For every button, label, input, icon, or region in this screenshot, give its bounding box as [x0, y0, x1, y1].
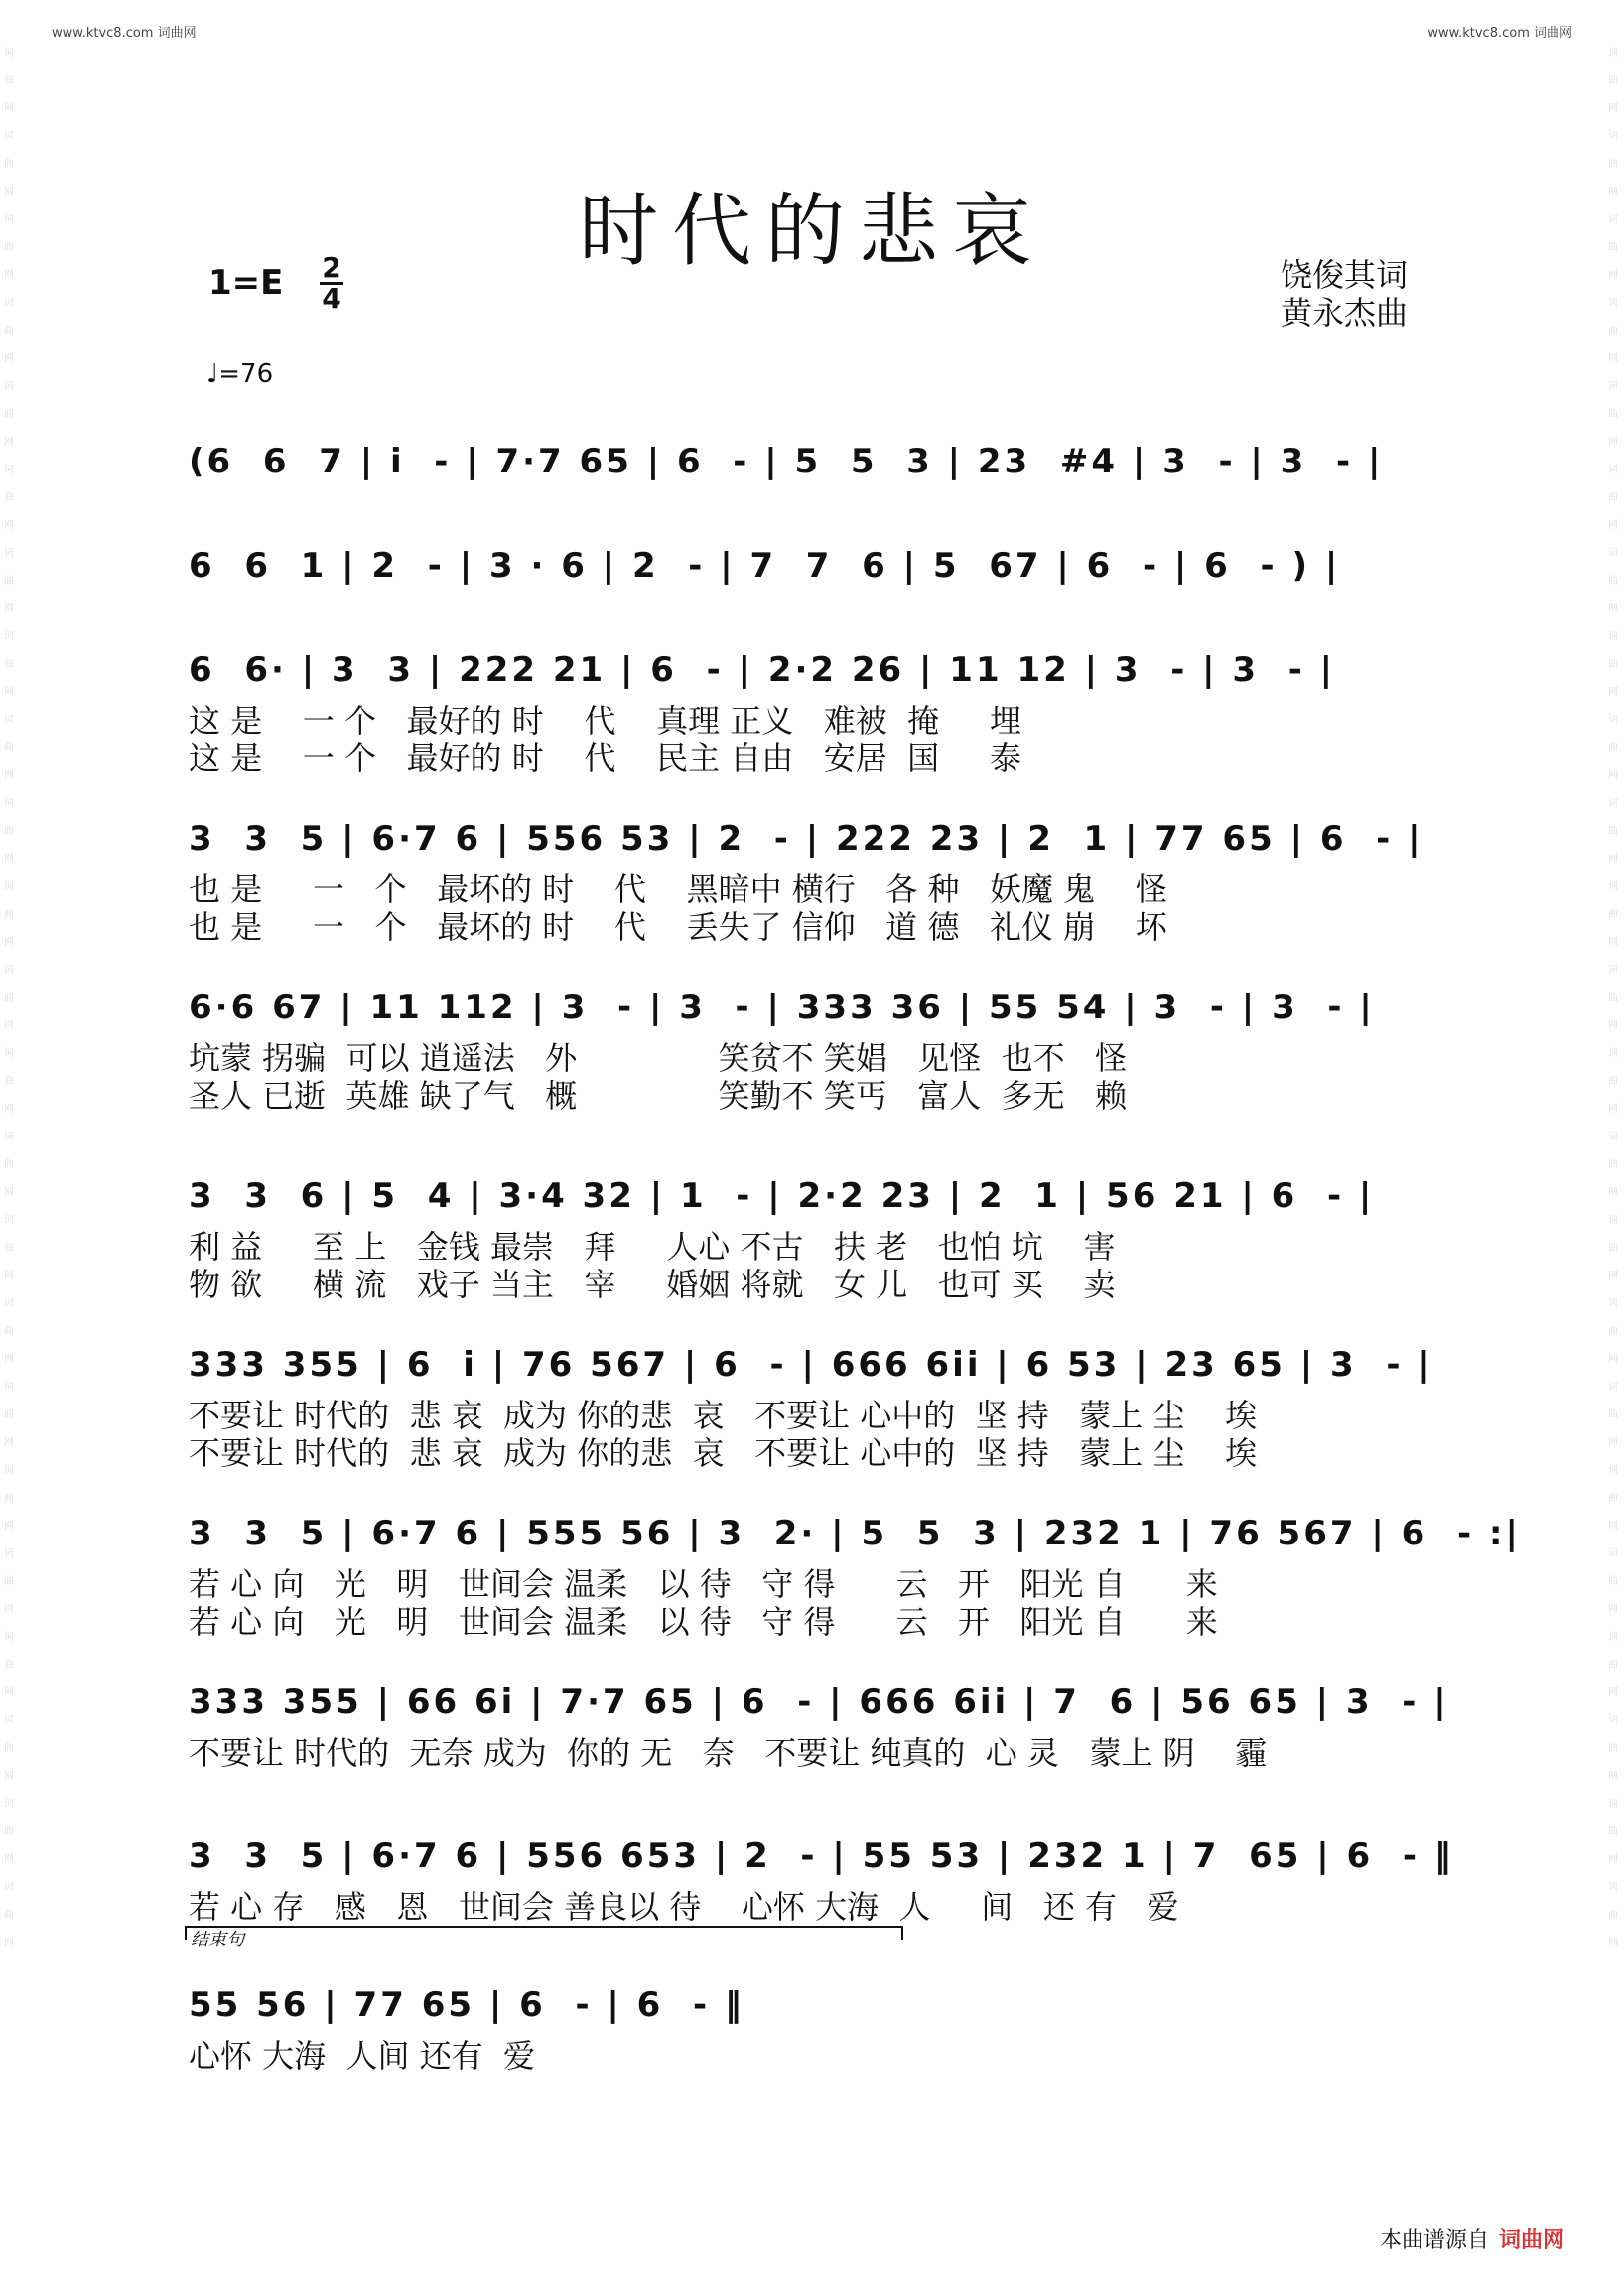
credits	[1281, 256, 1408, 332]
lyric-line: 若 心 向 光 明 世间会 温柔 以 待 守 得 云 开 阳光 自 来	[189, 1565, 1218, 1603]
lyric-line: 不要让 时代的 无奈 成为 你的 无 奈 不要让 纯真的 心 灵 蒙上 阴 霾	[189, 1734, 1268, 1772]
key-signature: 1=E	[208, 263, 284, 303]
notation-line: 3 3 5 | 6·7 6 | 556 53 | 2 - | 222 23 | 2 1 | 77 65 | 6 - |	[189, 819, 1423, 859]
lyric-line: 圣人 已逝 英雄 缺了气 概 笑勤不 笑丐 富人 多无 赖	[189, 1077, 1128, 1115]
lyric-line: 心怀 大海 人间 还有 爱	[189, 2037, 536, 2075]
lyric-line: 物 欲 横 流 戏子 当主 宰 婚姻 将就 女 儿 也可 买 卖	[189, 1266, 1116, 1303]
lyric-line: 利 益 至 上 金钱 最崇 拜 人心 不古 扶 老 也怕 坑 害	[189, 1228, 1116, 1266]
sidebar-watermark-right: 词曲网词曲网词曲网词曲网词曲网词曲网词曲网词曲网词曲网词曲网词曲网词曲网词曲网词曲网词曲网词曲网词曲网词曲网词曲网词曲网词曲网词曲网词曲网	[1608, 48, 1618, 1948]
notation-line: 3 3 6 | 5 4 | 3·4 32 | 1 - | 2·2 23 | 2 1 | 56 21 | 6 - |	[189, 1176, 1375, 1216]
tempo-marking: ♩=76	[206, 359, 274, 389]
lyric-line: 坑蒙 拐骗 可以 逍遥法 外 笑贫不 笑娼 见怪 也不 怪	[189, 1039, 1128, 1077]
footer-source	[1380, 2223, 1564, 2254]
notation-line: (6 6 7 | i - | 7·7 65 | 6 - | 5 5 3 | 23 #4 | 3 - | 3 - |	[189, 442, 1384, 481]
footer-source-text: 本曲谱源自	[1379, 2228, 1489, 2253]
notation-line: 3 3 5 | 6·7 6 | 556 653 | 2 - | 55 53 | 232 1 | 7 65 | 6 - ‖	[189, 1836, 1454, 1876]
notation-line: 6 6· | 3 3 | 222 21 | 6 - | 2·2 26 | 11 12 | 3 - | 3 - |	[189, 650, 1336, 690]
notation-line: 6·6 67 | 11 112 | 3 - | 3 - | 333 36 | 55 54 | 3 - | 3 - |	[189, 988, 1375, 1027]
lyric-line: 不要让 时代的 悲 哀 成为 你的悲 哀 不要让 心中的 坚 持 蒙上 尘 埃	[189, 1397, 1258, 1434]
notation-line: 333 355 | 66 6i | 7·7 65 | 6 - | 666 6ii | 7 6 | 56 65 | 3 - |	[189, 1682, 1449, 1722]
sidebar-watermark-left: 词曲网词曲网词曲网词曲网词曲网词曲网词曲网词曲网词曲网词曲网词曲网词曲网词曲网词曲网词曲网词曲网词曲网词曲网词曲网词曲网词曲网词曲网词曲网	[4, 48, 14, 1948]
notation-line: 6 6 1 | 2 - | 3 · 6 | 2 - | 7 7 6 | 5 67 | 6 - | 6 - ) |	[189, 546, 1341, 586]
lyric-line: 这 是 一 个 最好的 时 代 真理 正义 难被 掩 埋	[189, 702, 1021, 739]
footer-brand: 词曲网	[1498, 2228, 1564, 2253]
lyric-line: 这 是 一 个 最好的 时 代 民主 自由 安居 国 泰	[189, 739, 1021, 777]
meter-top: 2	[320, 254, 343, 285]
notation-line: 333 355 | 6 i | 76 567 | 6 - | 666 6ii | 6 53 | 23 65 | 3 - |	[189, 1345, 1433, 1385]
song-title: 时代的悲哀	[579, 185, 1045, 277]
coda-bracket	[185, 1926, 903, 1940]
lyric-line: 若 心 存 感 恩 世间会 善良以 待 心怀 大海 人 间 还 有 爱	[189, 1888, 1179, 1926]
site-url-right: www.ktvc8.com 词曲网	[1427, 26, 1572, 41]
time-signature	[320, 251, 343, 315]
lyricist: 饶俊其词	[1281, 256, 1409, 294]
lyric-line: 也 是 一 个 最坏的 时 代 丢失了 信仰 道 德 礼仪 崩 坏	[189, 908, 1167, 946]
notation-line: 3 3 5 | 6·7 6 | 555 56 | 3 2· | 5 5 3 | 232 1 | 76 567 | 6 - :|	[189, 1514, 1521, 1553]
lyric-line: 若 心 向 光 明 世间会 温柔 以 待 守 得 云 开 阳光 自 来	[189, 1603, 1218, 1641]
composer: 黄永杰曲	[1281, 294, 1409, 332]
site-url-left: www.ktvc8.com 词曲网	[52, 26, 197, 41]
notation-line: 55 56 | 77 65 | 6 - | 6 - ‖	[189, 1985, 744, 2025]
meter-bottom: 4	[322, 282, 341, 315]
lyric-line: 不要让 时代的 悲 哀 成为 你的悲 哀 不要让 心中的 坚 持 蒙上 尘 埃	[189, 1434, 1258, 1472]
coda-label: 结束句	[191, 1930, 244, 1950]
lyric-line: 也 是 一 个 最坏的 时 代 黑暗中 横行 各 种 妖魔 鬼 怪	[189, 871, 1167, 908]
